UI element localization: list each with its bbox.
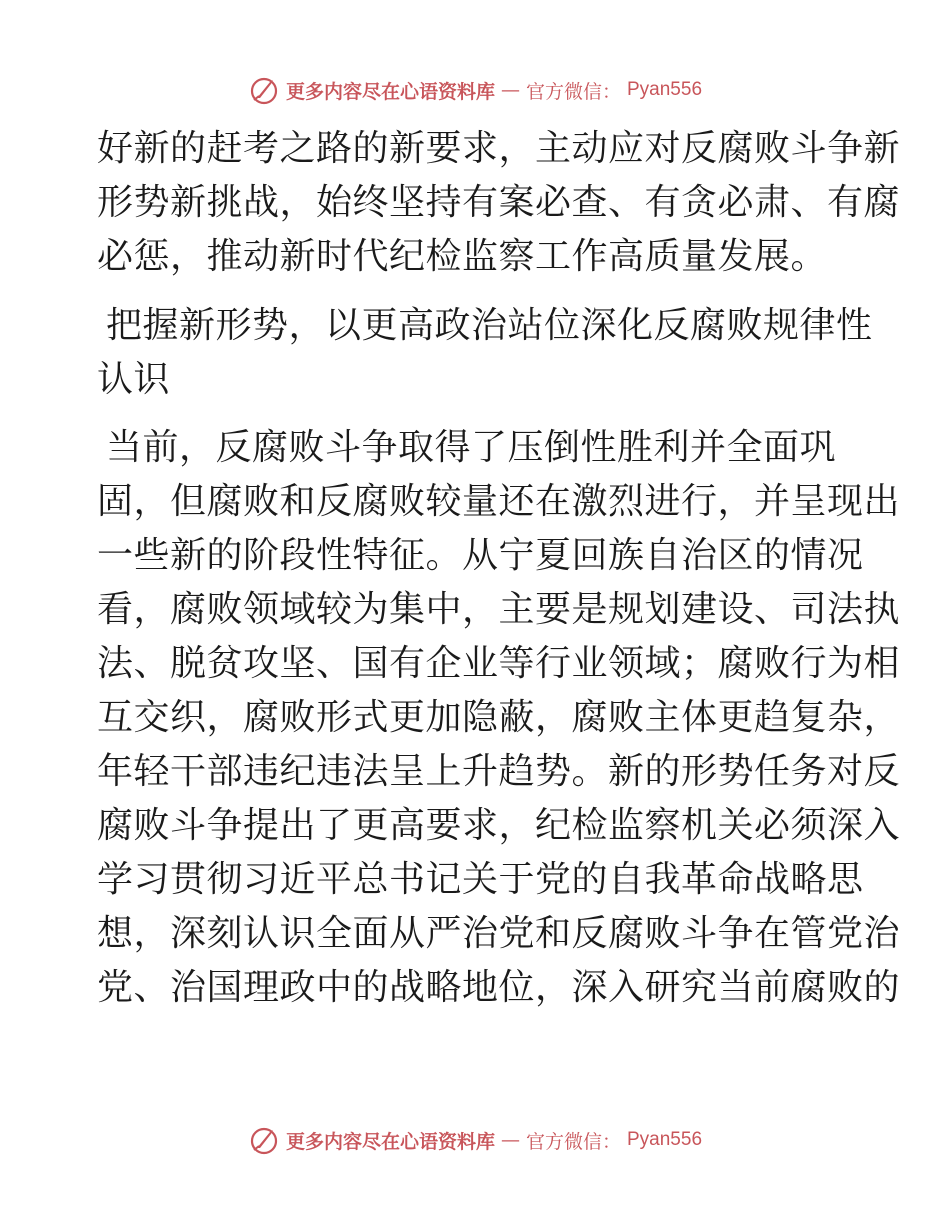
banner-wechat-label: 官方微信： xyxy=(525,1130,621,1153)
text-line: 好新的赶考之路的新要求，主动应对反腐败斗争新 xyxy=(97,128,901,169)
document-body xyxy=(97,122,901,1015)
quill-circle-logo-icon xyxy=(248,1124,280,1156)
paragraph-2 xyxy=(97,421,901,1015)
banner-dash: — xyxy=(500,79,520,101)
text-line: 看，腐败领域较为集中，主要是规划建设、司法执 xyxy=(97,589,901,630)
heading-line: 认识 xyxy=(97,359,171,400)
footer-banner xyxy=(0,1120,950,1160)
text-line: 想，深刻认识全面从严治党和反腐败斗争在管党治 xyxy=(97,913,901,954)
text-line: 年轻干部违纪违法呈上升趋势。新的形势任务对反 xyxy=(97,751,901,792)
text-line: 形势新挑战，始终坚持有案必查、有贪必肃、有腐 xyxy=(97,182,901,223)
heading-line: 把握新形势，以更高政治站位深化反腐败规律性 xyxy=(106,305,873,346)
text-line: 固，但腐败和反腐败较量还在激烈进行，并呈现出 xyxy=(97,481,901,522)
banner-dash: — xyxy=(500,1129,520,1151)
text-line: 法、脱贫攻坚、国有企业等行业领域；腐败行为相 xyxy=(97,643,901,684)
banner-brand-text: 更多内容尽在心语资料库 xyxy=(285,1130,495,1153)
banner-brand-text: 更多内容尽在心语资料库 xyxy=(285,80,495,103)
paragraph-1 xyxy=(97,122,901,284)
text-line: 腐败斗争提出了更高要求，纪检监察机关必须深入 xyxy=(97,805,901,846)
text-line: 党、治国理政中的战略地位，深入研究当前腐败的 xyxy=(97,967,901,1008)
banner-wechat-id: Pyan556 xyxy=(627,79,703,100)
quill-circle-logo-icon xyxy=(248,74,280,106)
text-line: 必惩，推动新时代纪检监察工作高质量发展。 xyxy=(97,236,828,277)
section-heading xyxy=(97,299,873,407)
banner-wechat-id: Pyan556 xyxy=(627,1129,703,1150)
text-line: 互交织，腐败形式更加隐蔽，腐败主体更趋复杂， xyxy=(97,697,901,738)
text-line: 学习贯彻习近平总书记关于党的自我革命战略思 xyxy=(97,859,864,900)
text-line: 当前，反腐败斗争取得了压倒性胜利并全面巩 xyxy=(106,427,837,468)
text-line: 一些新的阶段性特征。从宁夏回族自治区的情况 xyxy=(97,535,864,576)
header-banner xyxy=(0,70,950,110)
banner-wechat-label: 官方微信： xyxy=(525,80,621,103)
